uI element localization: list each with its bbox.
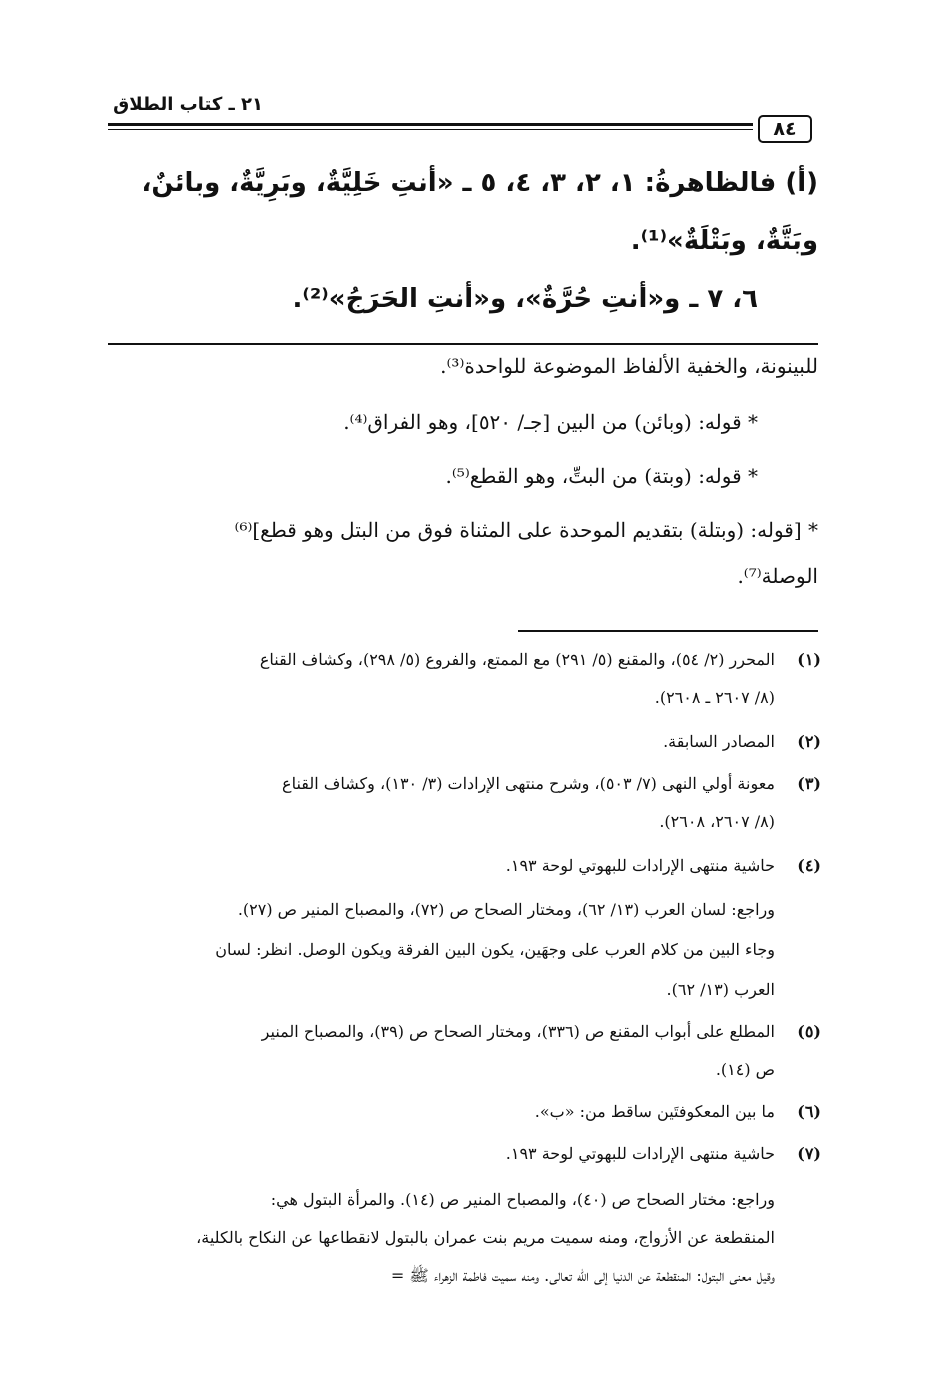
- sharh-line-3: * قوله: (وبتة) من البتِّ، وهو القطع⁽⁵⁾.: [445, 464, 758, 488]
- sharh-line-2: * قوله: (وبائن) من البين [جـ/ ٥٢٠]، وهو الفراق⁽⁴⁾.: [343, 410, 758, 434]
- footnote-line: ص (١٤).: [715, 1060, 775, 1079]
- matn-line-1: (أ) فالظاهرةُ: ١، ٢، ٣، ٤، ٥ ـ «أنتِ خَلِيَّةٌ، وبَرِيَّةٌ، وبائنٌ،: [141, 168, 818, 198]
- header-rule-bottom: [108, 129, 753, 130]
- footnote-separator: [518, 630, 818, 632]
- matn-line-2: وبَتَّةٌ، وبَتْلَةٌ»⁽¹⁾.: [630, 226, 818, 256]
- header-rule-top: [108, 123, 753, 126]
- footnote-number: (٦): [797, 1102, 821, 1121]
- footnote-line: (٨/ ٢٦٠٧، ٢٦٠٨).: [659, 812, 775, 831]
- footnote-number: (٧): [797, 1144, 821, 1163]
- matn-line-3: ٦، ٧ ـ و«أنتِ حُرَّةٌ»، و«أنتِ الحَرَجُ»⁽²⁾.: [292, 284, 758, 314]
- footnote-line: وجاء البين من كلام العرب على وجهَين، يكون البين الفرقة ويكون الوصل. انظر: لسان: [215, 940, 775, 959]
- footnote-line: المنقطعة عن الأزواج، ومنه سميت مريم بنت عمران بالبتول لانقطاعها عن النكاح بالكلية،: [196, 1228, 775, 1247]
- footnote-line: حاشية منتهى الإرادات للبهوتي لوحة ١٩٣.: [505, 1144, 775, 1163]
- sharh-line-4: * [قوله: (وبتلة) بتقديم الموحدة على المثناة فوق من البتل وهو قطع]⁽⁶⁾: [234, 518, 818, 542]
- footnote-line: المحرر (٢/ ٥٤)، والمقنع (٥/ ٢٩١) مع الممتع، والفروع (٥/ ٢٩٨)، وكشاف القناع: [259, 650, 775, 669]
- sharh-line-5: الوصلة⁽⁷⁾.: [737, 564, 818, 588]
- footnote-number: (٣): [797, 774, 821, 793]
- page-number: ٨٤: [758, 115, 812, 143]
- footnote-number: (٤): [797, 856, 821, 875]
- matn-separator: [108, 343, 818, 345]
- footnote-line: حاشية منتهى الإرادات للبهوتي لوحة ١٩٣.: [505, 856, 775, 875]
- footnote-line: (٨/ ٢٦٠٧ ـ ٢٦٠٨).: [654, 688, 775, 707]
- sharh-line-1: للبينونة، والخفية الألفاظ الموضوعة للواحدة⁽³⁾.: [440, 354, 818, 378]
- footnote-line: معونة أولي النهى (٧/ ٥٠٣)، وشرح منتهى الإرادات (٣/ ١٣٠)، وكشاف القناع: [282, 774, 775, 793]
- footnote-number: (٢): [797, 732, 821, 751]
- footnote-line: وقيل معنى البتول: المنقطعة عن الدنيا إلى الله تعالى. ومنه سميت فاطمة الزهراء ﷺ =: [390, 1266, 775, 1285]
- footnote-number: (٥): [797, 1022, 821, 1041]
- footnote-line: ما بين المعكوفتَين ساقط من: «ب».: [534, 1102, 775, 1121]
- footnote-number: (١): [797, 650, 821, 669]
- footnote-line: المطلع على أبواب المقنع ص (٣٣٦)، ومختار الصحاح ص (٣٩)، والمصباح المنير: [261, 1022, 775, 1041]
- footnote-line: المصادر السابقة.: [663, 732, 775, 751]
- chapter-title: ٢١ ـ كتاب الطلاق: [113, 94, 263, 115]
- footnote-line: العرب (١٣/ ٦٢).: [666, 980, 775, 999]
- footnote-line: وراجع: مختار الصحاح ص (٤٠)، والمصباح المنير ص (١٤). والمرأة البتول هي:: [270, 1190, 775, 1209]
- footnote-line: وراجع: لسان العرب (١٣/ ٦٢)، ومختار الصحاح ص (٧٢)، والمصباح المنير ص (٢٧).: [237, 900, 775, 919]
